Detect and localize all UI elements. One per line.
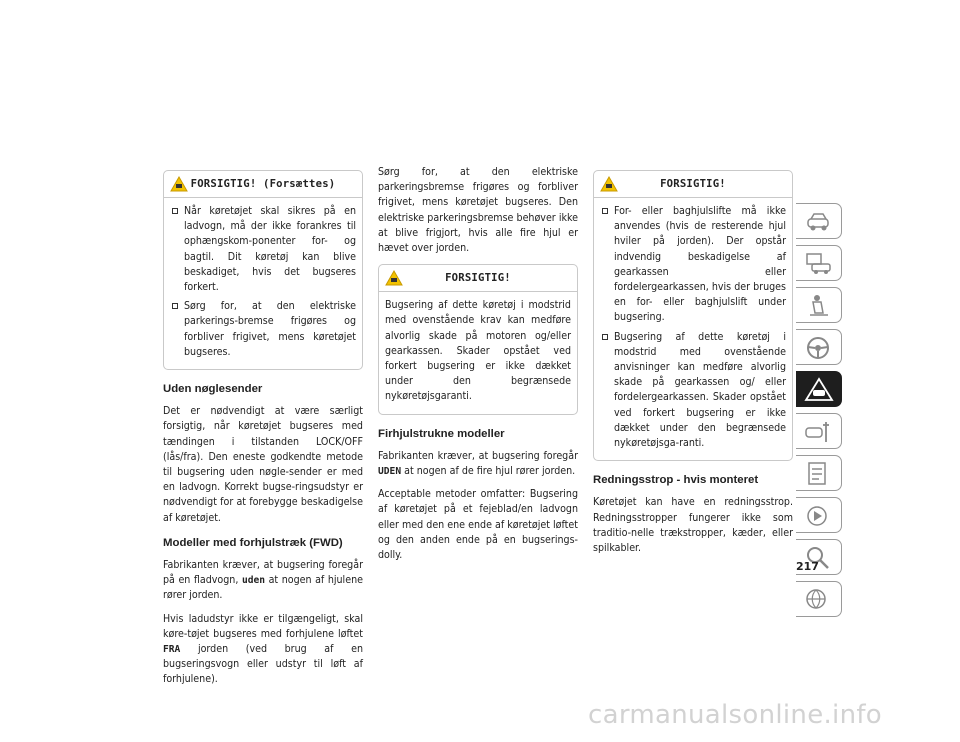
tab-steering-wheel[interactable] — [796, 329, 842, 365]
column-middle — [378, 165, 578, 571]
watermark: carmanualsonline.info — [588, 700, 883, 730]
column-right — [593, 170, 793, 564]
paragraph: Sørg for, at den elektriske parkeringsbremse frigøres og forbliver frigivet, mens køretøjet bugseres. Den elektriske parkeringsbremse behøver ikke at blive frigjort, hvis alle fire hjul er hævet over jorden. — [378, 166, 578, 255]
paragraph: Acceptable metoder omfatter: Bugsering af køretøjet på et fejeblad/en ladvogn eller med den ene ende af køretøjet løftet og den anden ende på en bugserings-dolly. — [378, 488, 578, 562]
steering-wheel-icon — [804, 335, 834, 361]
tab-checklist[interactable] — [796, 455, 842, 491]
keyword: UDEN — [378, 466, 402, 478]
section-heading: Uden nøglesender — [163, 383, 263, 396]
caution-box — [378, 264, 578, 414]
paragraph: Det er nødvendigt at være særligt forsigtig, når køretøjet bugseres med tændingen i tilstanden LOCK/OFF (lås/fra). Den eneste godkendte metode til bugsering uden nøgle-sender er med en ladvogn. Korrekt bugse-ringsudstyr er nødvendigt for at forebygge beskadigelse af køretøjet. — [163, 405, 363, 524]
checkbox-bullet-icon — [172, 208, 178, 214]
tab-warning-car[interactable] — [796, 371, 842, 407]
caution-header — [379, 265, 577, 292]
caution-box-continued — [163, 170, 363, 370]
warning-car-icon — [804, 377, 834, 403]
media-icon — [804, 503, 834, 529]
car-message-icon — [804, 251, 834, 277]
caution-title: FORSIGTIG! — [445, 272, 511, 285]
page-number: 217 — [796, 560, 819, 573]
section-heading: Redningsstrop - hvis monteret — [593, 474, 759, 487]
section-heading: Firhjulstrukne modeller — [378, 427, 505, 440]
tab-car-service[interactable] — [796, 413, 842, 449]
checkbox-bullet-icon — [172, 303, 178, 309]
warning-triangle-icon — [600, 176, 618, 192]
caution-box — [593, 170, 793, 461]
tab-media[interactable] — [796, 497, 842, 533]
tab-language[interactable] — [796, 581, 842, 617]
caution-item: Når køretøjet skal sikres på en ladvogn, må der ikke forankres til ophængskom-ponenter for- og bagtil. Dit køretøj kan blive beskadiget, hvis det bugseres forkert. — [170, 204, 356, 295]
caution-header — [164, 171, 362, 198]
tab-car-message[interactable] — [796, 245, 842, 281]
warning-triangle-icon — [385, 270, 403, 286]
checkbox-bullet-icon — [602, 334, 608, 340]
caution-text: Bugsering af dette køretøj i modstrid med ovenstående krav kan medføre alvorlig skade på motoren og/eller gearkassen. Skader opstået ved forkert bugsering er ikke dækket under den begrænsede nykøretøjsgaranti. — [385, 299, 571, 403]
checklist-icon — [804, 461, 834, 487]
keyword: FRA — [163, 644, 181, 656]
caution-header — [594, 171, 792, 198]
paragraph: Fabrikanten kræver, at bugsering foregår på en fladvogn, uden at nogen af hjulene rører jorden. — [163, 559, 363, 602]
caution-title: FORSIGTIG! (Forsættes) — [190, 178, 336, 190]
seat-safety-icon — [804, 293, 834, 319]
car-dashboard-icon — [804, 209, 834, 235]
paragraph: Køretøjet kan have en redningsstrop. Redningsstropper fungerer ikke som traditio-nelle trækstropper, kæder, eller spilkabler. — [593, 496, 793, 555]
caution-title: FORSIGTIG! — [660, 178, 726, 190]
checkbox-bullet-icon — [602, 208, 608, 214]
column-left — [163, 170, 363, 696]
caution-item: Sørg for, at den elektriske parkerings-bremse frigøres og forbliver frigivet, mens køretøjet bugseres. — [170, 299, 356, 360]
tab-seat-safety[interactable] — [796, 287, 842, 323]
paragraph: Fabrikanten kræver, at bugsering foregår UDEN at nogen af de fire hjul rører jorden. — [378, 449, 578, 478]
keyword: uden — [241, 575, 266, 587]
paragraph: Hvis ladudstyr ikke er tilgængeligt, skal køre-tøjet bugseres med forhjulene løftet FRA jorden (ved brug af en bugseringsvogn eller udstyr til løft af forhjulene). — [163, 612, 363, 686]
warning-triangle-icon — [170, 176, 188, 192]
caution-item: Bugsering af dette køretøj i modstrid med ovenstående anvisninger kan medføre alvorlig skade på gearkassen og/ eller fordelergearkassen. Skader opstået ved forkert bugsering er ikke dækket under den begrænsede nykøretøjsga-ranti. — [600, 330, 786, 452]
language-icon — [804, 587, 834, 613]
tab-car-dashboard[interactable] — [796, 203, 842, 239]
car-service-icon — [804, 419, 834, 445]
caution-item: For- eller baghjulslifte må ikke anvendes (hvis de resterende hjul hviler på jorden). Der opstår indvendig beskadigelse af gearkassen eller fordelergearkassen, hvis der bruges en for- eller baghjulslift under bugsering. — [600, 204, 786, 326]
section-heading: Modeller med forhjulstræk (FWD) — [163, 536, 343, 549]
